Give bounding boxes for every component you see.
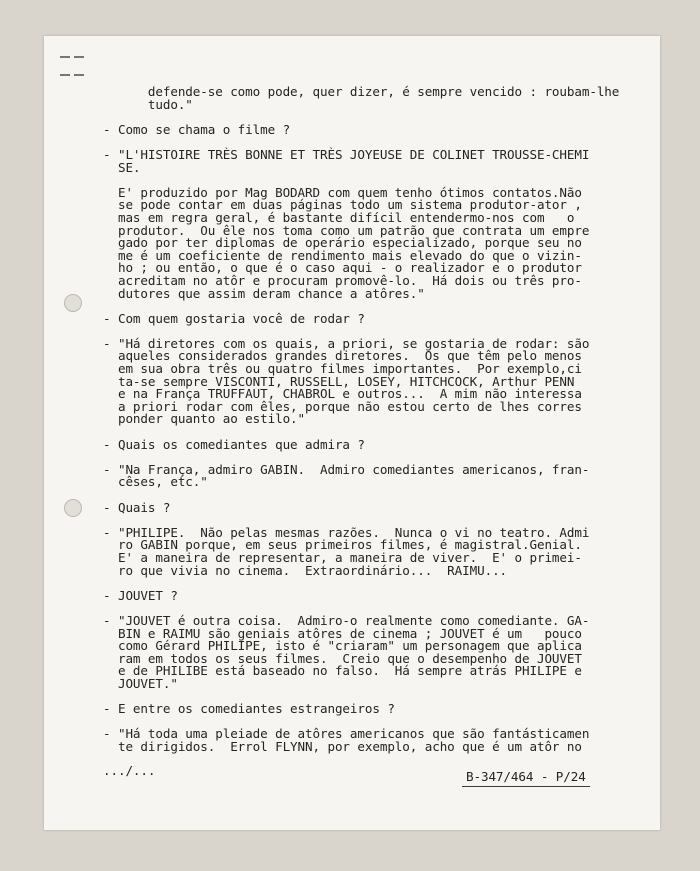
text-line: E' produzido por Mag BODARD com quem tenho ótimos contatos.Não [103,184,582,200]
continuation-mark: .../... [103,763,156,778]
typewritten-body [103,86,619,753]
text-line: acreditam no atôr e procuram promovê-lo. Há dois ou três pro- [103,272,582,288]
text-line: a priori rodar com êles, porque não estou certo de lhes corres [103,398,582,414]
staple-mark [74,56,84,58]
staple-mark [60,56,70,58]
text-line: - Quais ? [103,499,171,515]
text-line: ro que vivia no cinema. Extraordinário... RAIMU... [103,562,508,578]
text-line: - E entre os comediantes estrangeiros ? [103,701,395,717]
staple-mark [74,74,84,76]
punch-hole [64,499,82,517]
text-line: ro GABIN porque, em seus primeiros filmes, é magistral.Genial. [103,537,582,553]
text-line: - "PHILIPE. Não pelas mesmas razões. Nunca o vi no teatro. Admi [103,524,590,540]
text-line: - "L'HISTOIRE TRÈS BONNE ET TRÈS JOYEUSE DE COLINET TROUSSE-CHEMI [103,146,590,162]
text-line: mas em regra geral, é bastante difícil entendermo-nos com o [103,209,575,225]
reference-underline [462,786,590,787]
text-line: e na França TRUFFAUT, CHABROL e outros... A mim não interessa [103,386,582,402]
text-line: se pode contar em duas páginas todo um sistema produtor-ator , [103,197,582,213]
text-line: me é um coeficiente de rendimento mais elevado do que o vizin- [103,247,582,263]
text-line: SE. [103,159,141,175]
staple-mark [60,74,70,76]
text-line: - Quais os comediantes que admira ? [103,436,365,452]
text-line: - "Na França, admiro GABIN. Admiro comediantes americanos, fran- [103,461,590,477]
text-line: ho ; ou então, o que é o caso aqui - o realizador e o produtor [103,260,582,276]
text-line: - "Há toda uma pleiade de atôres americanos que são fantásticamen [103,726,590,742]
text-line: E' a maneira de representar, a maneira de viver. E' o primei- [103,549,582,565]
text-line: te dirigidos. Errol FLYNN, por exemplo, acho que é um atôr no [103,738,582,754]
text-line: ram em todos os seus filmes. Creio que o desempenho de JOUVET [103,650,582,666]
text-line: cêses, etc." [103,474,208,490]
text-line: tudo." [103,96,193,112]
text-line: gado por ter diplomas de operário especializado, porque seu no [103,235,582,251]
text-line: - JOUVET ? [103,587,178,603]
text-line: JOUVET." [103,675,178,691]
text-line: em sua obra três ou quatro filmes importantes. Por exemplo,ci [103,361,582,377]
text-line: aqueles considerados grandes diretores. Os que têm pelo menos [103,348,582,364]
text-line: - Com quem gostaria você de rodar ? [103,310,365,326]
text-line: como Gérard PHILIPE, isto é "criaram" um personagem que aplica [103,638,582,654]
text-line: - "JOUVET é outra coisa. Admiro-o realmente como comediante. GA- [103,612,590,628]
text-line: - "Há diretores com os quais, a priori, se gostaria de rodar: são [103,335,590,351]
text-line: e de PHILIBE está baseado no falso. Há sempre atrás PHILIPE e [103,663,582,679]
text-line: ponder quanto ao estilo." [103,411,306,427]
text-line: defende-se como pode, quer dizer, é sempre vencido : roubam-lhe [103,84,620,99]
text-line: dutores que assim deram chance a atôres." [103,285,425,301]
text-line: - Como se chama o filme ? [103,121,291,137]
document-reference: B-347/464 - P/24 [466,769,586,784]
punch-hole [64,294,82,312]
text-line: produtor. Ou êle nos toma como um patrão que contrata um empre [103,222,590,238]
text-line: BIN e RAIMU são geniais atôres de cinema ; JOUVET é um pouco [103,625,582,641]
text-line: ta-se sempre VISCONTI, RUSSELL, LOSEY, HITCHCOCK, Arthur PENN [103,373,575,389]
